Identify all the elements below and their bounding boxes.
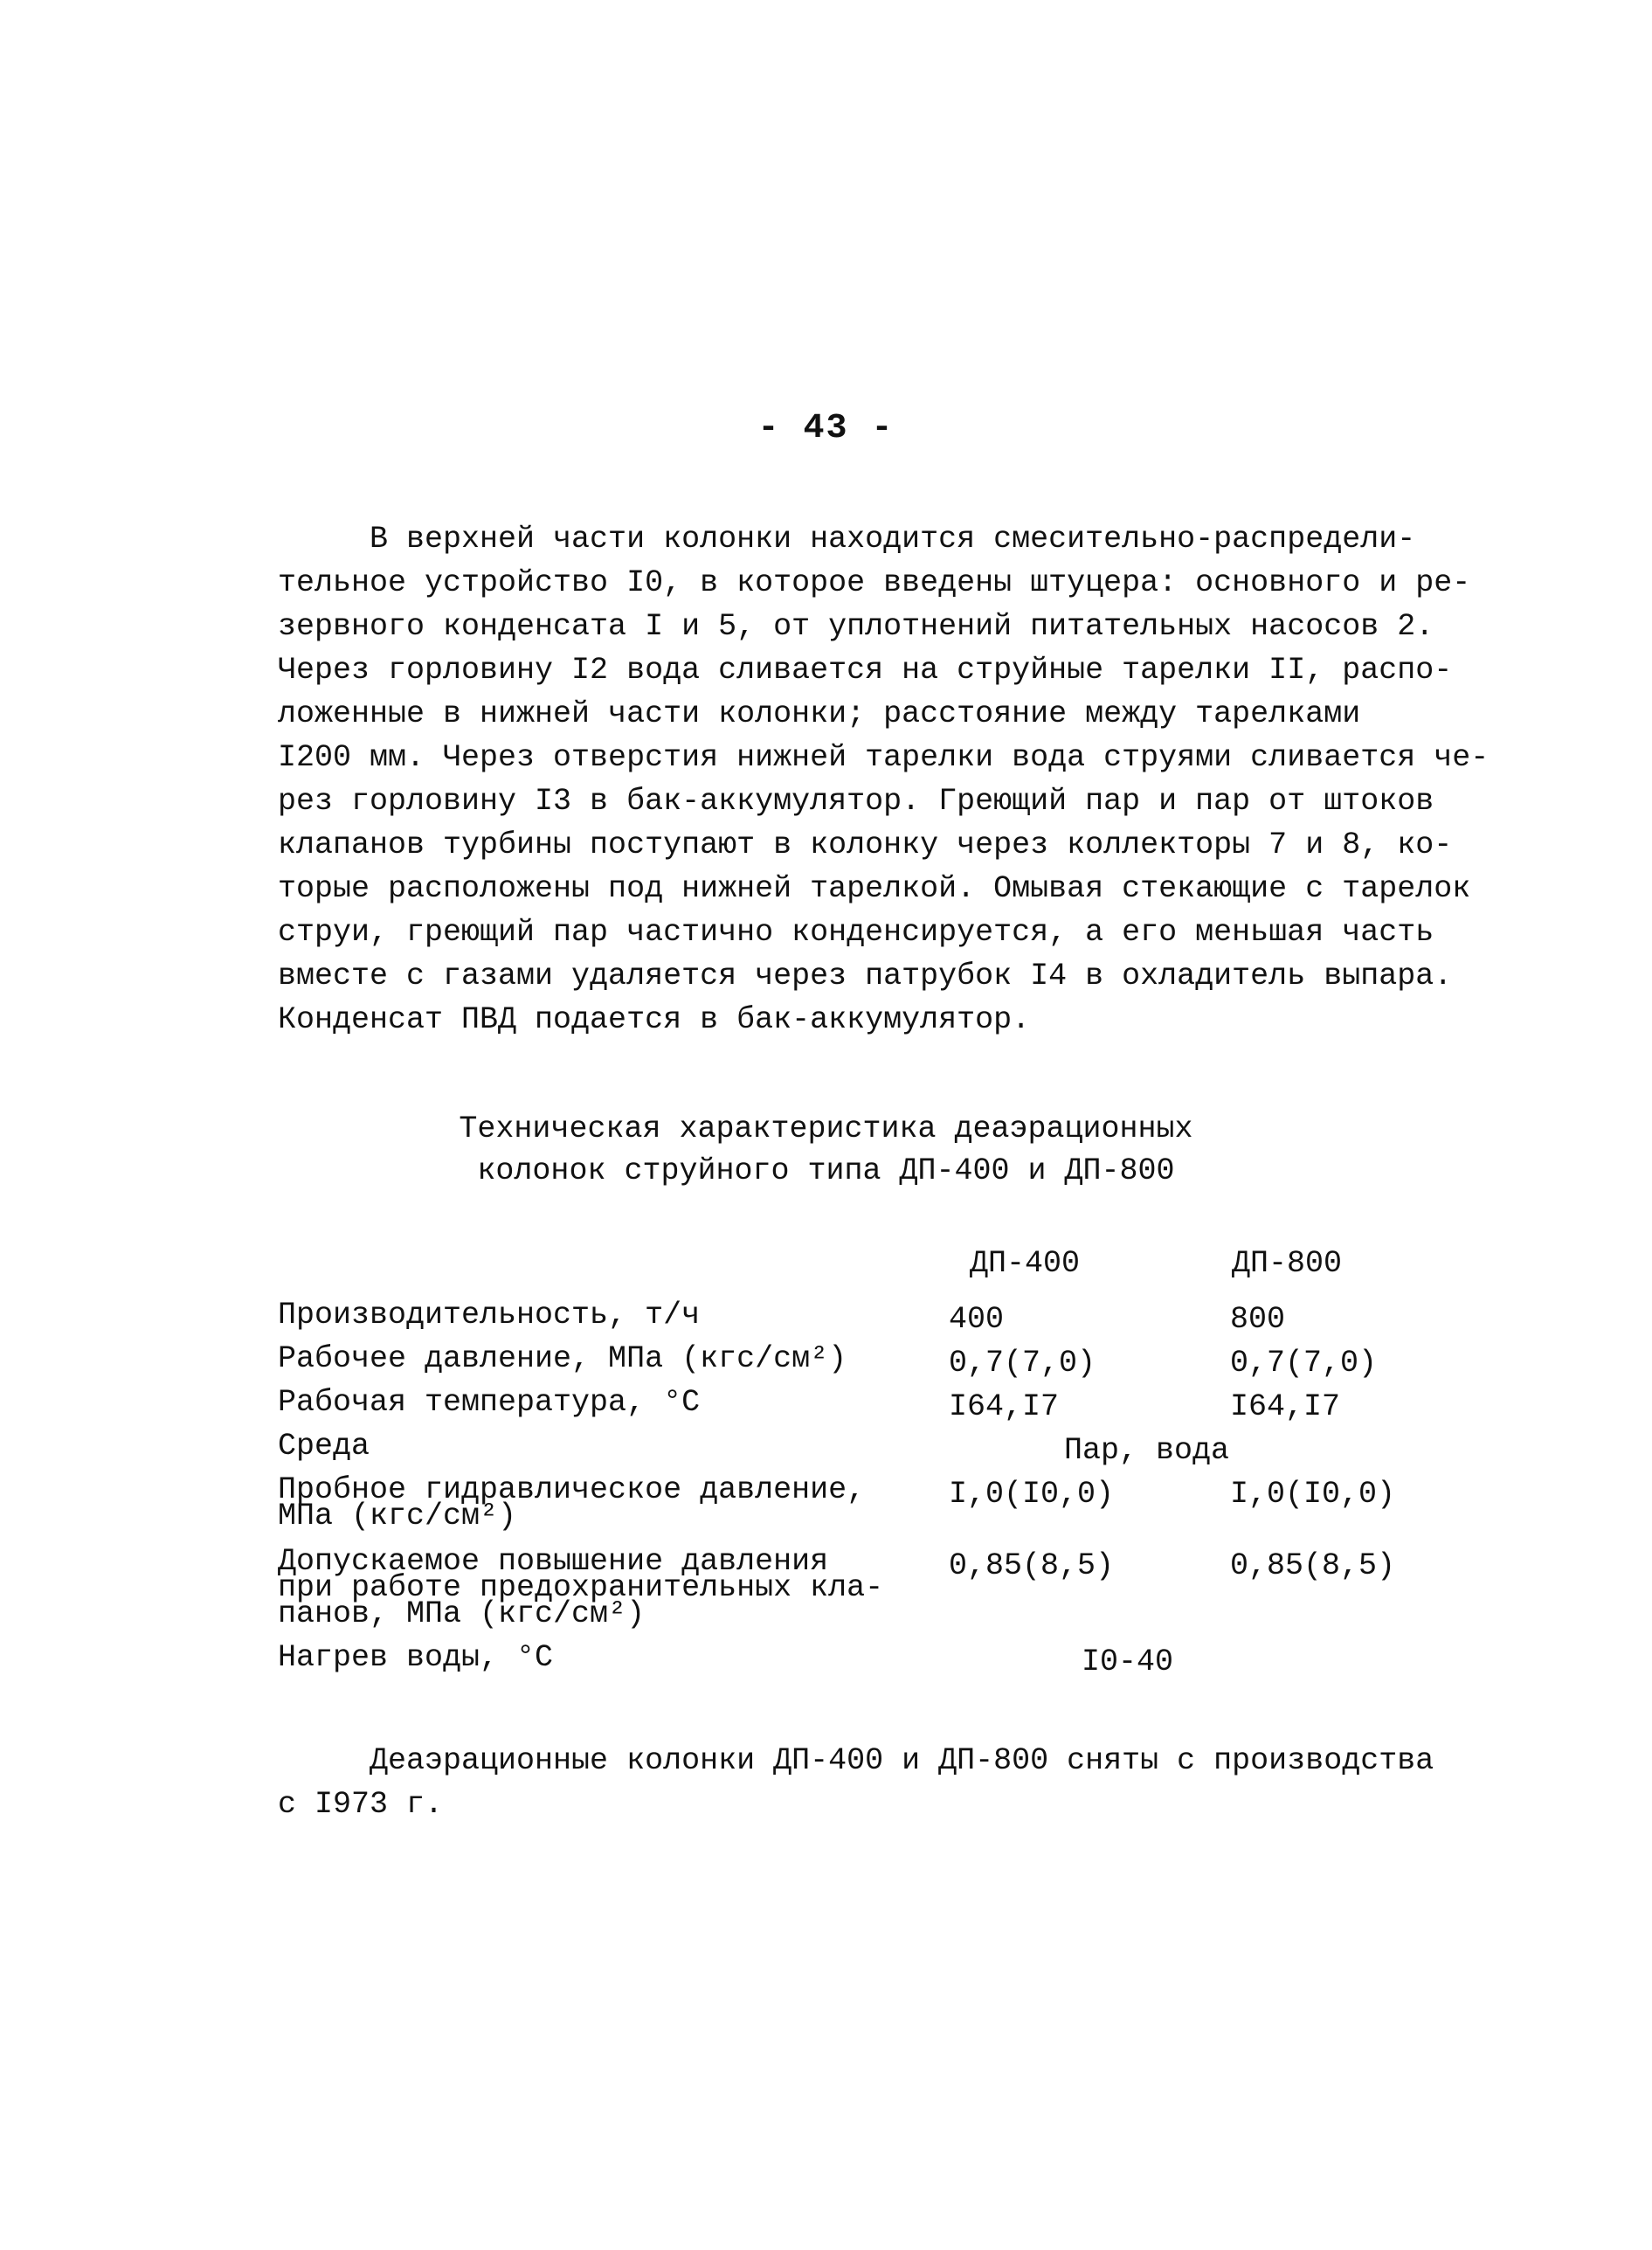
spec-value-dp800: I64,I7 [1230,1389,1341,1424]
table-caption [0,1108,1652,1192]
paragraph-line: с I973 г. [278,1787,444,1822]
spec-label-line: Пробное гидравлическое давление, [278,1472,866,1507]
spec-label [278,1640,907,1675]
paragraph-line: Через горловину I2 вода сливается на струйные тарелки II, распо- [278,653,1453,688]
paragraph-line: Деаэрационные колонки ДП-400 и ДП-800 сняты с производства [278,1743,1434,1778]
intro-paragraph [278,517,1490,1042]
table-caption-line-2: колонок струйного типа ДП-400 и ДП-800 [477,1153,1175,1188]
spec-label-line: Среда [278,1429,370,1464]
spec-value-common: Пар, вода [1064,1433,1230,1468]
spec-value-dp800: 0,7(7,0) [1230,1346,1378,1381]
paragraph-line: рез горловину I3 в бак-аккумулятор. Греющий пар и пар от штоков [278,784,1434,819]
spec-label [278,1429,907,1464]
spec-value-dp800: I,0(I0,0) [1230,1477,1396,1512]
spec-value-common: I0-40 [1082,1644,1174,1679]
spec-label [278,1544,907,1631]
spec-label [278,1298,907,1333]
spec-label-line: панов, МПа (кгс/см²) [278,1596,646,1631]
table-caption-line-1: Техническая характеристика деаэрационных [459,1111,1193,1146]
spec-label [278,1341,907,1376]
spec-label-line: Нагрев воды, °С [278,1640,554,1675]
spec-label-line: Производительность, т/ч [278,1298,701,1333]
column-header-dp400: ДП-400 [970,1246,1081,1281]
spec-value-dp400: I64,I7 [949,1389,1060,1424]
paragraph-line: ложенные в нижней части колонки; расстояние между тарелками [278,696,1361,731]
closing-paragraph [278,1739,1466,1826]
spec-label [278,1385,907,1420]
paragraph-line: В верхней части колонки находится смесительно-распредели- [278,522,1416,557]
paragraph-line: торые расположены под нижней тарелкой. Омывая стекающие с тарелок [278,871,1471,906]
spec-label-line: МПа (кгс/см²) [278,1499,517,1533]
paragraph-line: клапанов турбины поступают в колонку через коллекторы 7 и 8, ко- [278,827,1453,862]
spec-label-line: Рабочая температура, °С [278,1385,701,1420]
spec-label [278,1472,907,1533]
paragraph-line: Конденсат ПВД подается в бак-аккумулятор. [278,1002,1031,1037]
paragraph-line: зервного конденсата I и 5, от уплотнений питательных насосов 2. [278,609,1434,644]
spec-value-dp400: I,0(I0,0) [949,1477,1115,1512]
spec-value-dp400: 0,85(8,5) [949,1548,1115,1583]
column-header-dp800: ДП-800 [1232,1246,1343,1281]
spec-label-line: при работе предохранительных кла- [278,1570,884,1605]
spec-value-dp800: 800 [1230,1302,1286,1337]
spec-label-line: Допускаемое повышение давления [278,1544,829,1579]
paragraph-line: I200 мм. Через отверстия нижней тарелки вода струями сливается че- [278,740,1490,775]
spec-value-dp400: 400 [949,1302,1005,1337]
page-number: - 43 - [757,409,895,448]
spec-value-dp400: 0,7(7,0) [949,1346,1096,1381]
paragraph-line: вместе с газами удаляется через патрубок I4 в охладитель выпара. [278,959,1453,993]
spec-label-line: Рабочее давление, МПа (кгс/см²) [278,1341,847,1376]
paragraph-line: тельное устройство I0, в которое введены штуцера: основного и ре- [278,565,1471,600]
spec-value-dp800: 0,85(8,5) [1230,1548,1396,1583]
paragraph-line: струи, греющий пар частично конденсируется, а его меньшая часть [278,915,1434,950]
